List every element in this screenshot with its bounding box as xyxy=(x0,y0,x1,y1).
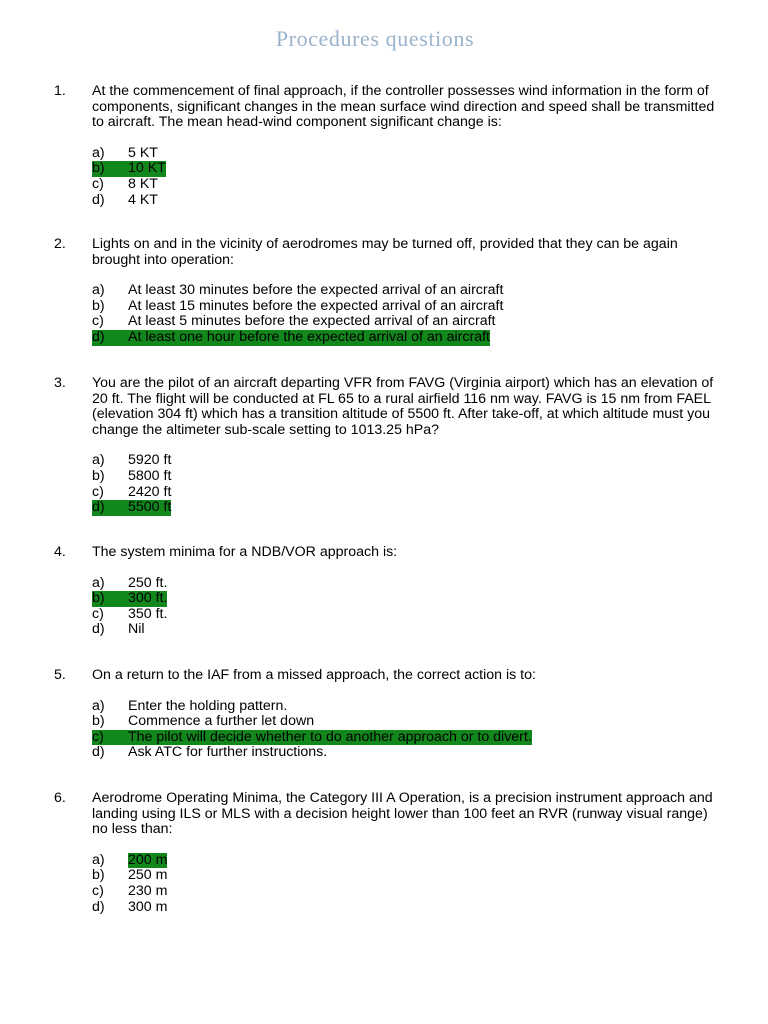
option-letter: b) xyxy=(92,297,105,314)
option-d xyxy=(92,193,724,209)
question-text: At the commencement of final approach, if the controller possesses wind information in the form of components, significant changes in the mean surface wind direction and speed shall be transmitted to aircraft. The mean head-wind component significant change is: xyxy=(92,83,715,131)
question-6 xyxy=(54,791,724,915)
question-2 xyxy=(54,237,724,346)
option-d xyxy=(92,745,724,761)
option-d xyxy=(92,900,724,916)
question-text: The system minima for a NDB/VOR approach is: xyxy=(92,544,398,560)
option-b xyxy=(92,469,724,485)
option-text: At least 30 minutes before the expected arrival of an aircraft xyxy=(128,282,504,299)
option-letter: b) xyxy=(92,713,105,730)
option-b xyxy=(92,591,724,607)
option-a xyxy=(92,283,724,299)
option-d xyxy=(92,500,724,516)
option-text: Commence a further let down xyxy=(128,713,315,730)
answer-options xyxy=(92,699,724,761)
option-d xyxy=(92,622,724,638)
option-b xyxy=(92,299,724,315)
question-1 xyxy=(54,84,724,208)
option-c xyxy=(92,730,724,746)
option-a xyxy=(92,699,724,715)
option-text: 4 KT xyxy=(128,191,158,208)
option-text-highlighted: 300 ft. xyxy=(128,590,168,607)
option-b xyxy=(92,868,724,884)
option-letter: c) xyxy=(92,605,104,622)
question-4 xyxy=(54,545,724,638)
page-title: Procedures questions xyxy=(275,26,475,51)
option-a xyxy=(92,576,724,592)
option-letter: a) xyxy=(92,452,105,469)
option-text-highlighted: 5500 ft xyxy=(128,499,172,516)
option-letter: c) xyxy=(92,730,128,746)
answer-options xyxy=(92,283,724,345)
option-text-highlighted: 10 KT xyxy=(128,160,166,177)
option-text: Enter the holding pattern. xyxy=(128,697,288,714)
question-number: 3. xyxy=(54,375,66,391)
option-letter: a) xyxy=(92,574,105,591)
option-c xyxy=(92,485,724,501)
option-letter: d) xyxy=(92,621,105,638)
question-5 xyxy=(54,668,724,761)
option-text: 250 m xyxy=(128,867,168,884)
option-c xyxy=(92,607,724,623)
question-number: 4. xyxy=(54,544,66,560)
option-letter: b) xyxy=(92,467,105,484)
question-number: 5. xyxy=(54,667,66,683)
option-text: At least 15 minutes before the expected arrival of an aircraft xyxy=(128,297,504,314)
option-text: 5920 ft xyxy=(128,452,172,469)
option-letter: d) xyxy=(92,330,128,346)
option-letter: d) xyxy=(92,191,105,208)
option-a xyxy=(92,146,724,162)
option-text: 230 m xyxy=(128,882,168,899)
question-text: You are the pilot of an aircraft departing VFR from FAVG (Virginia airport) which has an elevation of 20 ft. The flight will be conducted at FL 65 to a rural airfield 116 nm way. FAVG is 15 nm from FAEL (elevation 304 ft) which has a transition altitude of 5500 ft. After take-off, at which altitude must you change the altimeter sub-scale setting to 1013.25 hPa? xyxy=(92,375,714,438)
option-text: 5 KT xyxy=(128,144,158,161)
option-c xyxy=(92,884,724,900)
option-letter: a) xyxy=(92,282,105,299)
question-number: 2. xyxy=(54,236,66,252)
answer-options xyxy=(92,146,724,208)
option-letter: a) xyxy=(92,697,105,714)
option-text: At least 5 minutes before the expected arrival of an aircraft xyxy=(128,313,496,330)
option-a xyxy=(92,453,724,469)
answer-options xyxy=(92,853,724,915)
option-text: 8 KT xyxy=(128,175,158,192)
option-letter: b) xyxy=(92,161,128,177)
question-number: 1. xyxy=(54,83,66,99)
option-letter: d) xyxy=(92,898,105,915)
option-text-highlighted: 200 m xyxy=(128,851,168,868)
question-3 xyxy=(54,376,724,516)
option-letter: a) xyxy=(92,144,105,161)
option-letter: c) xyxy=(92,313,104,330)
option-text: 250 ft. xyxy=(128,574,168,591)
option-c xyxy=(92,177,724,193)
option-b xyxy=(92,161,724,177)
answer-options xyxy=(92,576,724,638)
option-text-highlighted: The pilot will decide whether to do another approach or to divert. xyxy=(128,728,532,745)
option-text: 2420 ft xyxy=(128,483,172,500)
answer-options xyxy=(92,453,724,515)
option-text: Nil xyxy=(128,621,145,638)
option-text-highlighted: At least one hour before the expected arrival of an aircraft xyxy=(128,328,490,345)
option-letter: c) xyxy=(92,175,104,192)
question-text: Lights on and in the vicinity of aerodromes may be turned off, provided that they can be again brought into operation: xyxy=(92,236,678,268)
option-letter: b) xyxy=(92,867,105,884)
option-text: 5800 ft xyxy=(128,467,172,484)
option-c xyxy=(92,314,724,330)
option-text: 300 m xyxy=(128,898,168,915)
question-text: On a return to the IAF from a missed approach, the correct action is to: xyxy=(92,667,536,683)
option-text: 350 ft. xyxy=(128,605,168,622)
option-letter: c) xyxy=(92,882,104,899)
option-letter: d) xyxy=(92,744,105,761)
option-d xyxy=(92,330,724,346)
option-letter: c) xyxy=(92,483,104,500)
option-b xyxy=(92,714,724,730)
option-letter: d) xyxy=(92,500,128,516)
question-number: 6. xyxy=(54,790,66,806)
option-text: Ask ATC for further instructions. xyxy=(128,744,328,761)
option-letter: b) xyxy=(92,591,128,607)
option-letter: a) xyxy=(92,851,105,868)
question-text: Aerodrome Operating Minima, the Category III A Operation, is a precision instrument approach and landing using ILS or MLS with a decision height lower than 100 feet an RVR (runway visual range) no less than: xyxy=(92,790,713,838)
option-a xyxy=(92,853,724,869)
